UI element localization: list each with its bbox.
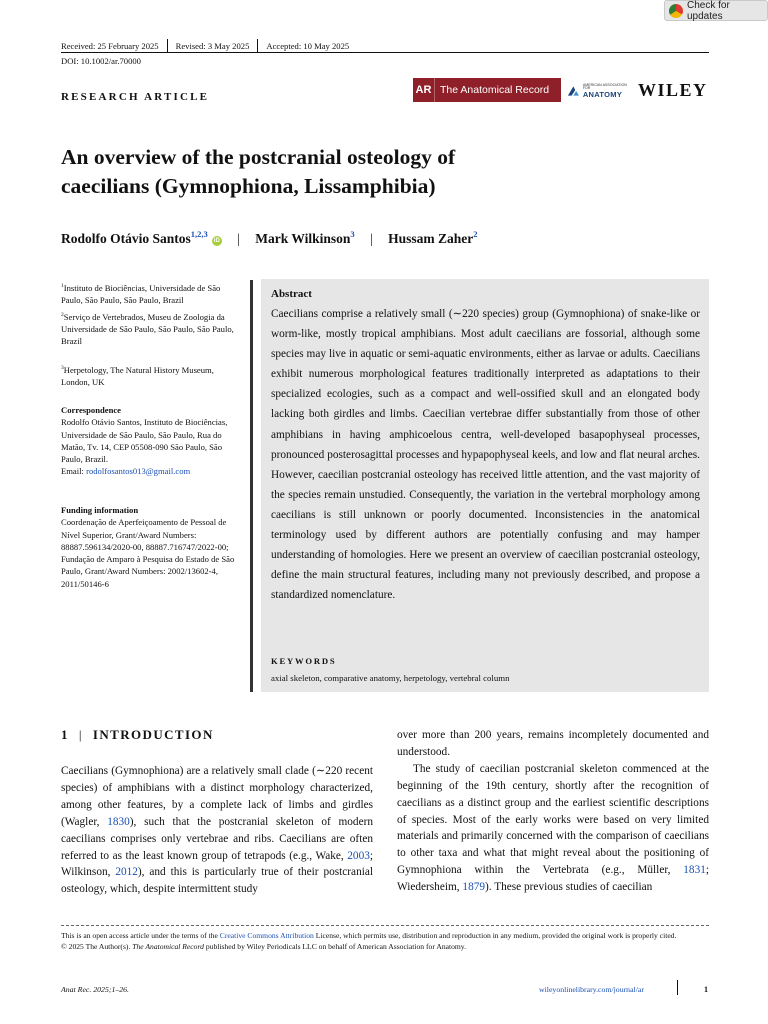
- section-heading: [61, 727, 214, 743]
- body-text: The study of caecilian postcranial skeleton commenced at the beginning of the 19th century, shortly after the recognition of caecilians as a distinct group and the earliest scientific descriptions of species. Most of the early works were based on very limited materials and primarily concerned with the comparison of caecilians to other taxa and what that might reveal about the positioning of Gymnophiona within the Vertebrata (e.g., Müller,: [397, 762, 709, 877]
- accepted-date: Accepted: 10 May 2025: [266, 41, 350, 51]
- header-rule: [61, 52, 709, 53]
- copyright-text: published by Wiley Periodicals LLC on behalf of American Association for Anatomy.: [203, 942, 467, 952]
- body-text: ), such that the postcranial skeleton of modern caecilians comprises only vertebrae and ribs. Caecilians are often referred to as the least known group of tetrapods (e.g., Wake,: [61, 815, 374, 862]
- funding-heading: Funding information: [61, 505, 139, 515]
- orcid-icon[interactable]: iD: [213, 238, 220, 244]
- correspondence-block: [61, 404, 243, 478]
- author-affiliation-ref[interactable]: 1,2,3: [190, 229, 208, 239]
- body-text: ), and this is particularly true of their postcranial osteology, which, despite intermittent study: [61, 866, 374, 896]
- keywords-text: axial skeleton, comparative anatomy, herpetology, vertebral column: [271, 673, 510, 683]
- journal-name: The Anatomical Record: [440, 84, 550, 96]
- citation-link[interactable]: 2012: [115, 866, 138, 879]
- crossmark-icon: [669, 4, 683, 18]
- author-name[interactable]: Rodolfo Otávio Santos: [61, 231, 191, 246]
- journal-name-italic: The Anatomical Record: [132, 942, 204, 952]
- article-type-label: RESEARCH ARTICLE: [61, 91, 210, 103]
- affiliation-number: 1: [61, 283, 64, 289]
- author-affiliation-ref[interactable]: 2: [473, 229, 478, 239]
- correspondence-heading: Correspondence: [61, 405, 121, 415]
- author-affiliation-ref[interactable]: 3: [350, 229, 355, 239]
- check-for-updates-button[interactable]: [664, 0, 768, 21]
- funding-text: Coordenação de Aperfeiçoamento de Pessoal de Nível Superior, Grant/Award Numbers: 88887.596134/2020-00, 88887.716747/2022-00; Fundação de Amparo à Pesquisa do Estado de São Paulo, Grant/Award Numbers: 2002/13602-4, 2011/50146-6: [61, 517, 235, 589]
- footnote-text: License, which permits use, distribution and reproduction in any medium, provided the original work is properly cited.: [313, 931, 677, 940]
- citation-link[interactable]: 1831: [683, 864, 706, 877]
- abstract-text: Caecilians comprise a relatively small (∼220 species) group (Gymnophiona) of snake-like or worm-like, mostly tropical amphibians. Most adult caecilians are fossorial, although some species may live in aquatic or semi-aquatic environments, either as larvae or adults. Caecilians exhibit numerous morphological features traditionally interpreted as adaptations to their specialized ecologies, such as a compact and well-ossified skull and an elongated body lacking both girdles and limbs. Caecilian vertebrae differ substantially from those of other amphibians in having amphicoelous centra, well-developed basapophyseal processes, pronounced posterosagittal processes and hypapophyseal keels, and low and flat neural arches. However, caecilian postcranial osteology has received little attention, and the vast majority of the species remain unstudied. Consequently, the variation in the vertebral morphology among caecilians is still unknown or poorly documented. Inconsistencies in the anatomical terminology used by different authors are potentially confusing and may hamper understanding of homologies. Here we present an overview of caecilian postcranial osteology, define the main structural features, including many not previously described, and propose a standardized nomenclature.: [271, 308, 700, 602]
- author-list: [61, 229, 478, 247]
- body-column-right: [397, 727, 709, 896]
- association-small-text: AMERICAN ASSOCIATION FOR: [582, 82, 627, 91]
- section-title: INTRODUCTION: [92, 727, 214, 742]
- license-footnote: [61, 930, 709, 952]
- email-label: Email:: [61, 466, 84, 477]
- section-separator: |: [78, 727, 83, 742]
- author-name[interactable]: Mark Wilkinson: [255, 231, 351, 246]
- affiliation-number: 2: [61, 312, 64, 318]
- body-paragraph: over more than 200 years, remains incompletely documented and understood.: [397, 729, 709, 758]
- journal-url-link[interactable]: wileyonlinelibrary.com/journal/ar: [539, 985, 644, 994]
- keywords-heading: KEYWORDS: [271, 656, 337, 666]
- affiliation-text: Herpetology, The Natural History Museum, London, UK: [61, 364, 214, 388]
- journal-mark: AR: [413, 78, 435, 102]
- funding-block: [61, 504, 243, 590]
- citation-info: Anat Rec. 2025;1–26.: [61, 985, 129, 994]
- license-link[interactable]: Creative Commons Attribution: [219, 931, 314, 940]
- affiliation-text: Serviço de Vertebrados, Museu de Zoologia da Universidade de São Paulo, São Paulo, São Paulo, Brazil: [61, 311, 234, 347]
- citation-link[interactable]: 1830: [107, 815, 130, 828]
- affiliation: [61, 362, 243, 388]
- revised-date: Revised: 3 May 2025: [175, 41, 250, 51]
- doi: DOI: 10.1002/ar.70000: [61, 56, 141, 66]
- body-text: ). These previous studies of caecilian: [485, 881, 653, 894]
- footnote-rule: [61, 925, 709, 926]
- citation-link[interactable]: 2003: [347, 849, 370, 862]
- divider: [257, 39, 258, 53]
- footnote-text: This is an open access article under the terms of the: [61, 931, 220, 940]
- article-title: [61, 143, 621, 201]
- divider: [167, 39, 168, 53]
- affiliation-text: Instituto de Biociências, Universidade de São Paulo, São Paulo, São Paulo, Brazil: [61, 282, 221, 306]
- association-name: ANATOMY: [582, 89, 623, 99]
- correspondence-text: Rodolfo Otávio Santos, Instituto de Biociências, Universidade de São Paulo, São Paulo, Rua do Matão, Tv. 14, CEP 05508-090 São Paulo, São Paulo, Brazil.: [61, 417, 228, 465]
- footer-divider: [677, 980, 678, 995]
- body-paragraph: [61, 763, 373, 898]
- check-for-updates-label: Check for updates: [687, 0, 730, 22]
- publisher-logo[interactable]: WILEY: [638, 80, 708, 100]
- body-paragraph: [397, 761, 709, 896]
- received-date: Received: 25 February 2025: [61, 41, 159, 51]
- association-icon: [567, 84, 580, 98]
- body-text: Caecilians (Gymnophiona) are a relatively small clade (∼220 recent species) of amphibians with a distinct morphology characterized, among other features, by a complete lack of limbs and girdles (Wagler,: [61, 765, 373, 828]
- association-logo[interactable]: [567, 81, 631, 101]
- affiliation-number: 3: [61, 365, 64, 371]
- body-text: ; Wiedersheim,: [397, 864, 709, 894]
- page-number: 1: [704, 985, 708, 994]
- body-text: ; Wilkinson,: [61, 849, 373, 879]
- sidebar-divider: [250, 280, 253, 692]
- author-separator: |: [237, 231, 240, 246]
- author-separator: |: [370, 231, 373, 246]
- copyright-text: © 2025 The Author(s).: [61, 942, 133, 952]
- abstract-heading: Abstract: [271, 288, 312, 300]
- journal-logo[interactable]: [413, 78, 561, 102]
- email-link[interactable]: rodolfosantos013@gmail.com: [86, 466, 191, 477]
- body-column-left: [61, 763, 373, 898]
- title-line: An overview of the postcranial osteology of: [61, 145, 456, 169]
- title-line: caecilians (Gymnophiona, Lissamphibia): [61, 174, 436, 198]
- affiliation: [61, 309, 243, 348]
- author-name[interactable]: Hussam Zaher: [388, 231, 474, 246]
- article-dates: [61, 39, 349, 53]
- citation-link[interactable]: 1879: [462, 881, 486, 894]
- section-number: 1: [61, 727, 69, 742]
- affiliation: [61, 280, 243, 306]
